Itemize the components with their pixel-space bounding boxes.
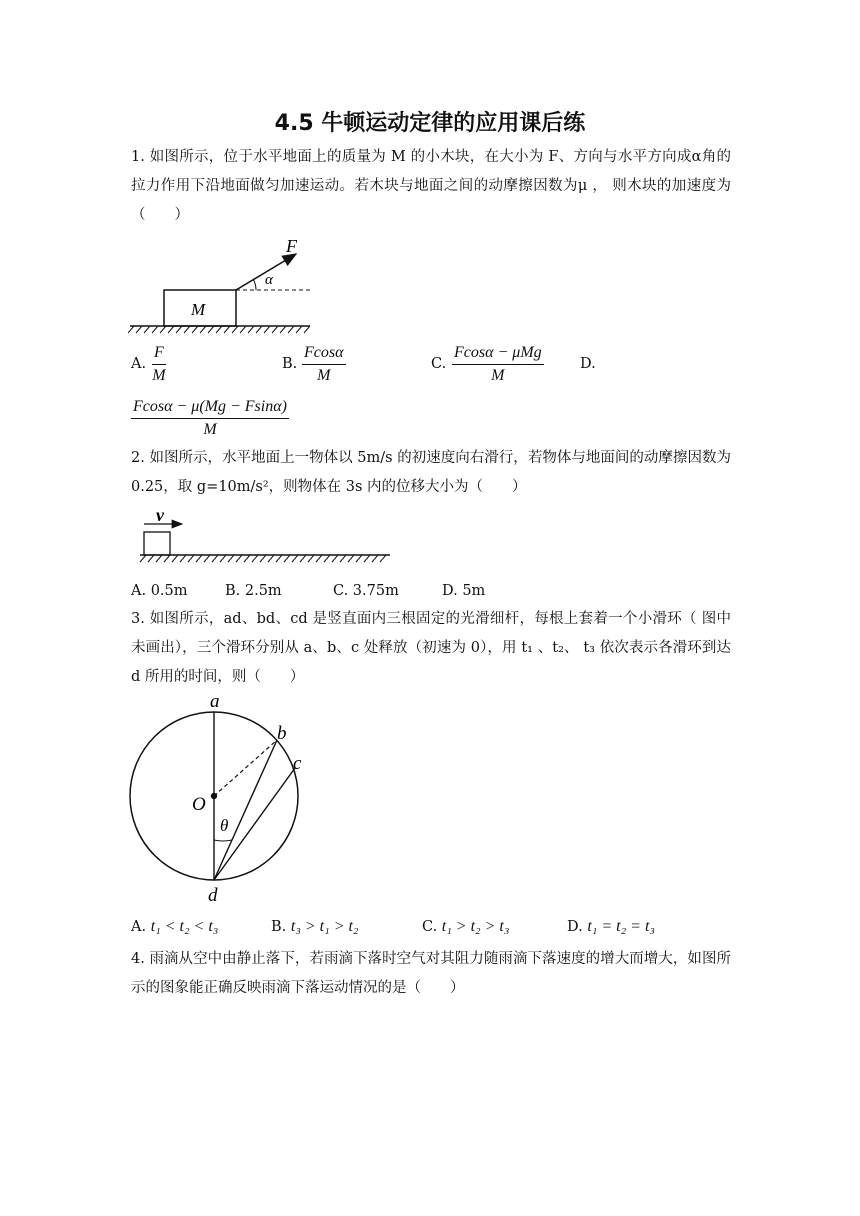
option-d-letter: D.: [567, 919, 583, 935]
page-title: 4.5 牛顿运动定律的应用课后练: [274, 111, 586, 136]
option-a-expression: t₁ < t₂ < t₃: [150, 918, 219, 935]
force-f-label: F: [286, 236, 297, 256]
question-1-option-a-letter[interactable]: A.: [131, 356, 147, 372]
question-1-figure: [128, 232, 328, 337]
option-b-expression: t₃ > t₁ > t₂: [290, 918, 359, 935]
question-2-figure: [138, 502, 394, 566]
question-2-option-a[interactable]: A. 0.5m: [131, 583, 188, 599]
question-2-option-b[interactable]: B. 2.5m: [225, 583, 282, 599]
option-b-numerator: Fcosα: [302, 344, 346, 365]
label-o: O: [192, 794, 206, 815]
question-1-option-d-fraction[interactable]: [131, 398, 289, 439]
question-3-option-a[interactable]: [131, 918, 218, 936]
option-a-letter: A.: [131, 919, 147, 935]
option-a-numerator: F: [152, 344, 166, 365]
question-1-option-d-letter[interactable]: D.: [580, 356, 596, 372]
question-1-text: 1. 如图所示，位于水平地面上的质量为 M 的小木块，在大小为 F、方向与水平方向成α角的拉力作用下沿地面做匀加速运动。若木块与地面之间的动摩擦因数为μ ， 则木块的加速度为（ ）: [131, 149, 731, 223]
velocity-v-label: v: [156, 505, 164, 525]
question-3-option-d[interactable]: [567, 918, 655, 936]
question-1-option-b-fraction[interactable]: [302, 344, 346, 385]
label-c: c: [293, 753, 302, 774]
label-a: a: [210, 691, 220, 712]
question-1-option-c-letter[interactable]: C.: [431, 356, 447, 372]
question-1-option-a-fraction[interactable]: [152, 344, 166, 385]
question-4-text: 4. 雨滴从空中由静止落下，若雨滴下落时空气对其阻力随雨滴下落速度的增大而增大，如图所示的图象能正确反映雨滴下落运动情况的是（ ）: [131, 951, 731, 996]
ground-hatch: [128, 326, 310, 333]
sliding-object: [144, 532, 170, 555]
center-point: [211, 793, 217, 799]
ground-hatch: [140, 555, 386, 562]
option-d-denominator: M: [203, 421, 217, 438]
block-m-label: M: [191, 300, 206, 319]
question-2-option-c[interactable]: C. 3.75m: [333, 583, 399, 599]
option-c-denominator: M: [491, 367, 505, 384]
option-d-expression: t₁ = t₂ = t₃: [587, 918, 655, 935]
question-3-figure: [118, 690, 328, 910]
question-2-option-d[interactable]: D. 5m: [442, 583, 486, 599]
option-b-letter: B.: [271, 919, 287, 935]
theta-arc: [214, 840, 232, 841]
option-c-expression: t₁ > t₂ > t₃: [441, 918, 510, 935]
label-b: b: [277, 723, 287, 744]
label-d: d: [208, 885, 218, 906]
radius-ob-dashed: [214, 740, 277, 796]
question-3-text: 3. 如图所示，ad、bd、cd 是竖直面内三根固定的光滑细杆，每根上套着一个小滑环（ 图中未画出），三个滑环分别从 a、b、c 处释放（初速为 0），用 t₁ 、t₂、 t₃ 依次表示各滑环到达 d 所用的时间，则（ ）: [131, 611, 731, 685]
option-a-denominator: M: [152, 367, 166, 384]
option-c-letter: C.: [422, 919, 438, 935]
option-b-denominator: M: [317, 367, 331, 384]
option-d-numerator: Fcosα − μ(Mg − Fsinα): [131, 398, 289, 419]
question-3-option-b[interactable]: [271, 918, 359, 936]
angle-arc: [253, 279, 256, 290]
option-c-numerator: Fcosα − μMg: [452, 344, 544, 365]
question-1-option-b-letter[interactable]: B.: [282, 356, 298, 372]
question-3-option-c[interactable]: [422, 918, 509, 936]
question-1-option-c-fraction[interactable]: [452, 344, 544, 385]
angle-alpha-label: α: [265, 272, 273, 288]
rod-bd: [214, 740, 277, 880]
question-2-text: 2. 如图所示，水平地面上一物体以 5m/s 的初速度向右滑行，若物体与地面间的动摩擦因数为 0.25，取 g=10m/s²，则物体在 3s 内的位移大小为（ ）: [131, 450, 731, 495]
label-theta: θ: [220, 816, 229, 835]
